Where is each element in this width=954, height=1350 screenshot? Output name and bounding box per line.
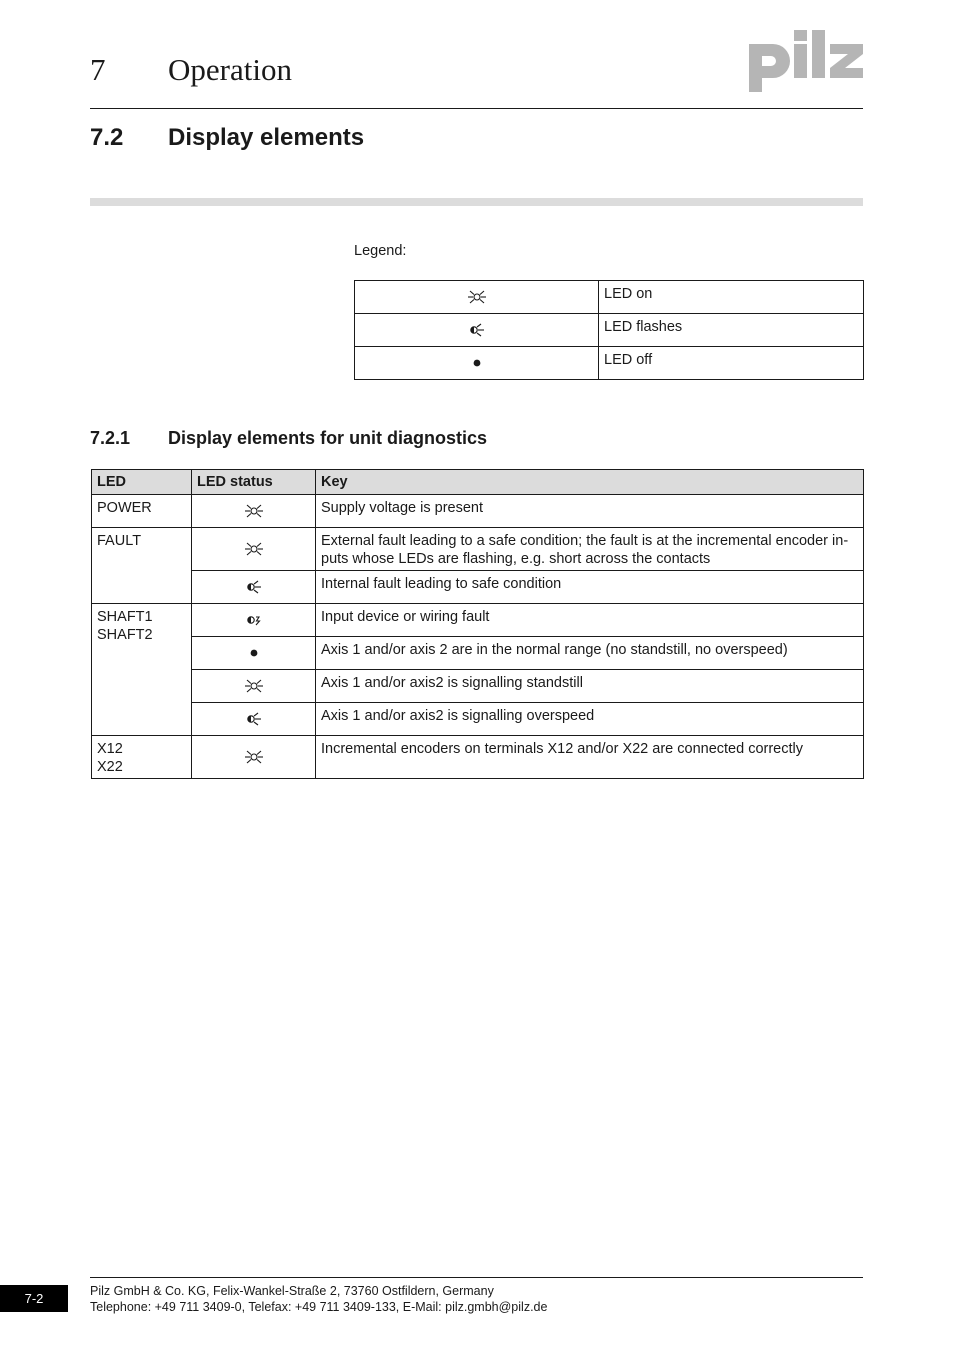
pilz-logo [747,28,865,99]
header-rule [90,108,863,109]
led-flashes-icon [245,579,263,595]
table-row [92,604,864,637]
table-row [92,528,864,571]
legend-symbol [355,314,599,347]
legend-symbol [355,281,599,314]
subsection-number: 7.2.1 [90,428,131,448]
led-key: Supply voltage is present [316,495,864,528]
led-flashes-alt-icon [245,612,263,628]
chapter-number: 7 [90,52,106,87]
led-status [192,736,316,779]
subsection-heading [90,428,487,449]
led-status [192,528,316,571]
footer-rule [90,1277,863,1278]
led-key: External fault leading to a safe condition; the fault is at the incremental encoder in-puts whose LEDs are flashing, e.g. short across the contacts [316,528,864,571]
legend-table [354,280,864,380]
led-status [192,495,316,528]
table-row [92,670,864,703]
led-status [192,571,316,604]
table-row [92,703,864,736]
legend-row [355,347,864,380]
section-divider [90,198,863,206]
led-name: FAULT [92,528,192,604]
led-key: Axis 1 and/or axis 2 are in the normal range (no standstill, no overspeed) [316,637,864,670]
legend-row [355,281,864,314]
led-on-icon [244,678,264,694]
table-row [92,736,864,779]
legend-text: LED flashes [599,314,864,347]
legend-text: LED on [599,281,864,314]
table-header-row [92,470,864,495]
legend-row [355,314,864,347]
diagnostics-table [91,469,864,779]
header-led-status: LED status [192,470,316,495]
legend-text: LED off [599,347,864,380]
led-off-icon [470,355,484,371]
led-key: Axis 1 and/or axis2 is signalling standstill [316,670,864,703]
footer-line-1: Pilz GmbH & Co. KG, Felix-Wankel-Straße 2, 73760 Ostfildern, Germany [90,1284,494,1298]
led-on-icon [244,541,264,557]
led-on-icon [467,289,487,305]
led-status [192,637,316,670]
led-on-icon [244,503,264,519]
header-key: Key [316,470,864,495]
led-key: Incremental encoders on terminals X12 and/or X22 are connected correctly [316,736,864,779]
legend-label: Legend: [354,243,407,259]
led-flashes-icon [245,711,263,727]
section-heading [90,124,364,152]
led-off-icon [247,645,261,661]
footer-line-2: Telephone: +49 711 3409-0, Telefax: +49 711 3409-133, E-Mail: pilz.gmbh@pilz.de [90,1300,548,1314]
table-row [92,637,864,670]
chapter-heading [90,52,292,88]
led-status [192,604,316,637]
page-number: 7-2 [0,1285,68,1312]
led-status [192,703,316,736]
led-status [192,670,316,703]
led-key: Internal fault leading to safe condition [316,571,864,604]
footer-address [90,1283,547,1315]
led-key: Axis 1 and/or axis2 is signalling overspeed [316,703,864,736]
led-flashes-icon [468,322,486,338]
table-row [92,571,864,604]
chapter-title: Operation [168,52,292,87]
subsection-title: Display elements for unit diagnostics [168,428,488,448]
led-name: POWER [92,495,192,528]
led-name: SHAFT1 SHAFT2 [92,604,192,736]
header-led: LED [92,470,192,495]
led-name: X12 X22 [92,736,192,779]
table-row [92,495,864,528]
led-key: Input device or wiring fault [316,604,864,637]
led-on-icon [244,749,264,765]
section-title: Display elements [168,124,365,151]
section-number: 7.2 [90,124,124,151]
legend-symbol [355,347,599,380]
